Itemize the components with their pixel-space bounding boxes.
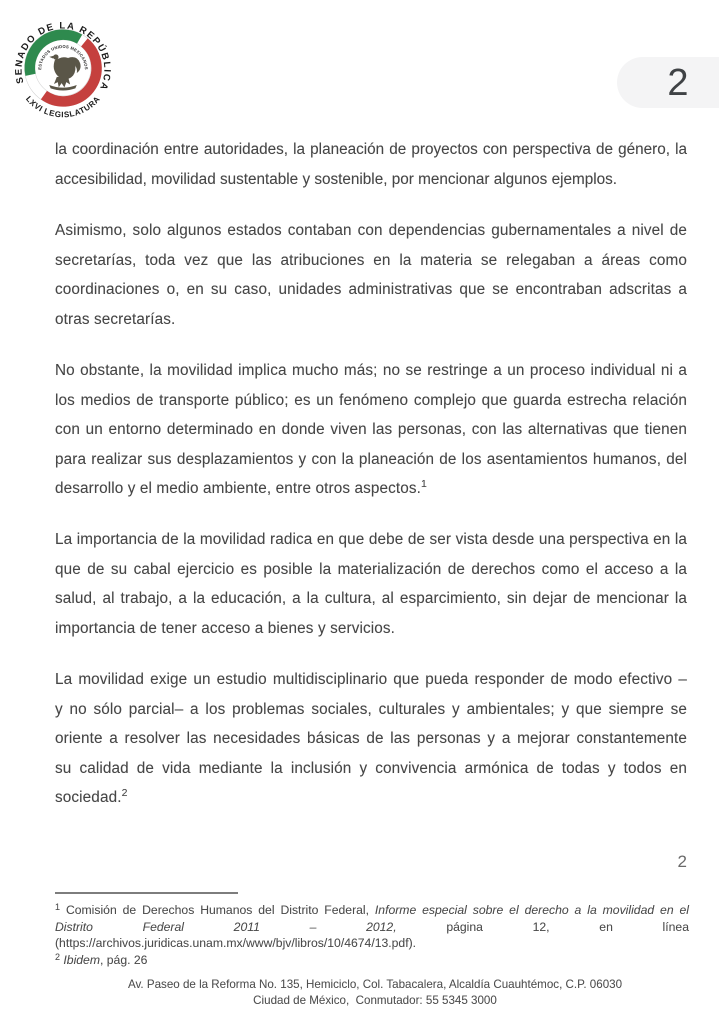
seal-top-arc-text: SENADO DE LA REPÚBLICA xyxy=(13,20,113,93)
paragraph-2 xyxy=(55,216,687,334)
paragraph-1-text: la coordinación entre autoridades, la planeación de proyectos con perspectiva de género, la accesibilidad, movilidad sustentable y sostenible, por mencionar algunos ejemplos. xyxy=(55,141,687,188)
footnotes-block xyxy=(55,902,689,968)
page-number-badge xyxy=(617,57,719,108)
paragraph-3-text: No obstante, la movilidad implica mucho más; no se restringe a un proceso individual ni a los medios de transporte público; es un fenómeno complejo que guarda estrecha relación con un entorno determinado en donde viven las personas, con las alternativas que tienen para realizar sus desplazamientos y con la planeación de los asentamientos humanos, del desarrollo y el medio ambiente, entre otros aspectos. xyxy=(55,362,687,497)
seal-bottom-arc-text: LXVI LEGISLATURA xyxy=(23,94,103,120)
footnote-ref-1: 1 xyxy=(421,478,427,490)
footnote-1-url: (https://archivos.juridicas.unam.mx/www/bjv/libros/10/4674/13.pdf). xyxy=(55,936,417,950)
paragraph-4-text: La importancia de la movilidad radica en que debe de ser vista desde una perspectiva en la que de su cabal ejercicio es posible la materialización de derechos como el acceso a la salud, al trabajo, a la educación, a la cultura, al esparcimiento, sin dejar de mencionar la importancia de tener acceso a bienes y servicios. xyxy=(55,531,687,637)
footnote-ref-2: 2 xyxy=(121,787,128,799)
footnote-2: $^2$ Ibidem, pág. 26 xyxy=(55,951,148,967)
footnote-divider xyxy=(55,892,238,894)
footnote-1-marker: 1 xyxy=(55,902,61,912)
paragraph-3 xyxy=(55,356,687,504)
paragraph-1 xyxy=(55,135,687,194)
senate-seal-logo xyxy=(6,8,120,124)
page-number-badge-value: 2 xyxy=(667,61,689,104)
footnote-1-line-1: $^1$ Comisión de Derechos Humanos del Distrito Federal, Informe especial sobre el derecho a la movilidad en el xyxy=(55,902,689,917)
footer-address-line-1: Av. Paseo de la Reforma No. 135, Hemiciclo, Col. Tabacalera, Alcaldía Cuauhtémoc, C.P. 06030 xyxy=(127,978,623,991)
paragraph-5 xyxy=(55,665,687,813)
footer-address-line-2: Ciudad de México, Conmutador: 55 5345 3000 xyxy=(253,993,497,1007)
seal-inner-arc-text: ESTADOS UNIDOS MEXICANOS xyxy=(37,43,89,70)
paragraph-4 xyxy=(55,525,687,643)
page-number-bottom: 2 xyxy=(677,852,687,871)
mexican-eagle-icon xyxy=(49,54,80,90)
footnote-1-line-2: Distrito Federal 2011 – 2012, página 12, en línea xyxy=(55,919,689,934)
paragraph-2-text: Asimismo, solo algunos estados contaban con dependencias gubernamentales a nivel de secretarías, toda vez que las atribuciones en la materia se relegaban a áreas como coordinaciones o, en su caso, unidades administrativas que se encontraban adscritas a otras secretarías. xyxy=(55,222,687,328)
footnote-2-marker: 2 xyxy=(55,951,61,962)
footer-address xyxy=(30,977,719,1008)
paragraph-5-text: La movilidad exige un estudio multidisciplinario que pueda responder de modo efectivo –y no sólo parcial– a los problemas sociales, culturales y ambientales; y que siempre se oriente a resolver las necesidades básicas de las personas y a mejorar constantemente su calidad de vida mediante la inclusión y convivencia armónica de todas y todos en sociedad. xyxy=(55,671,687,806)
